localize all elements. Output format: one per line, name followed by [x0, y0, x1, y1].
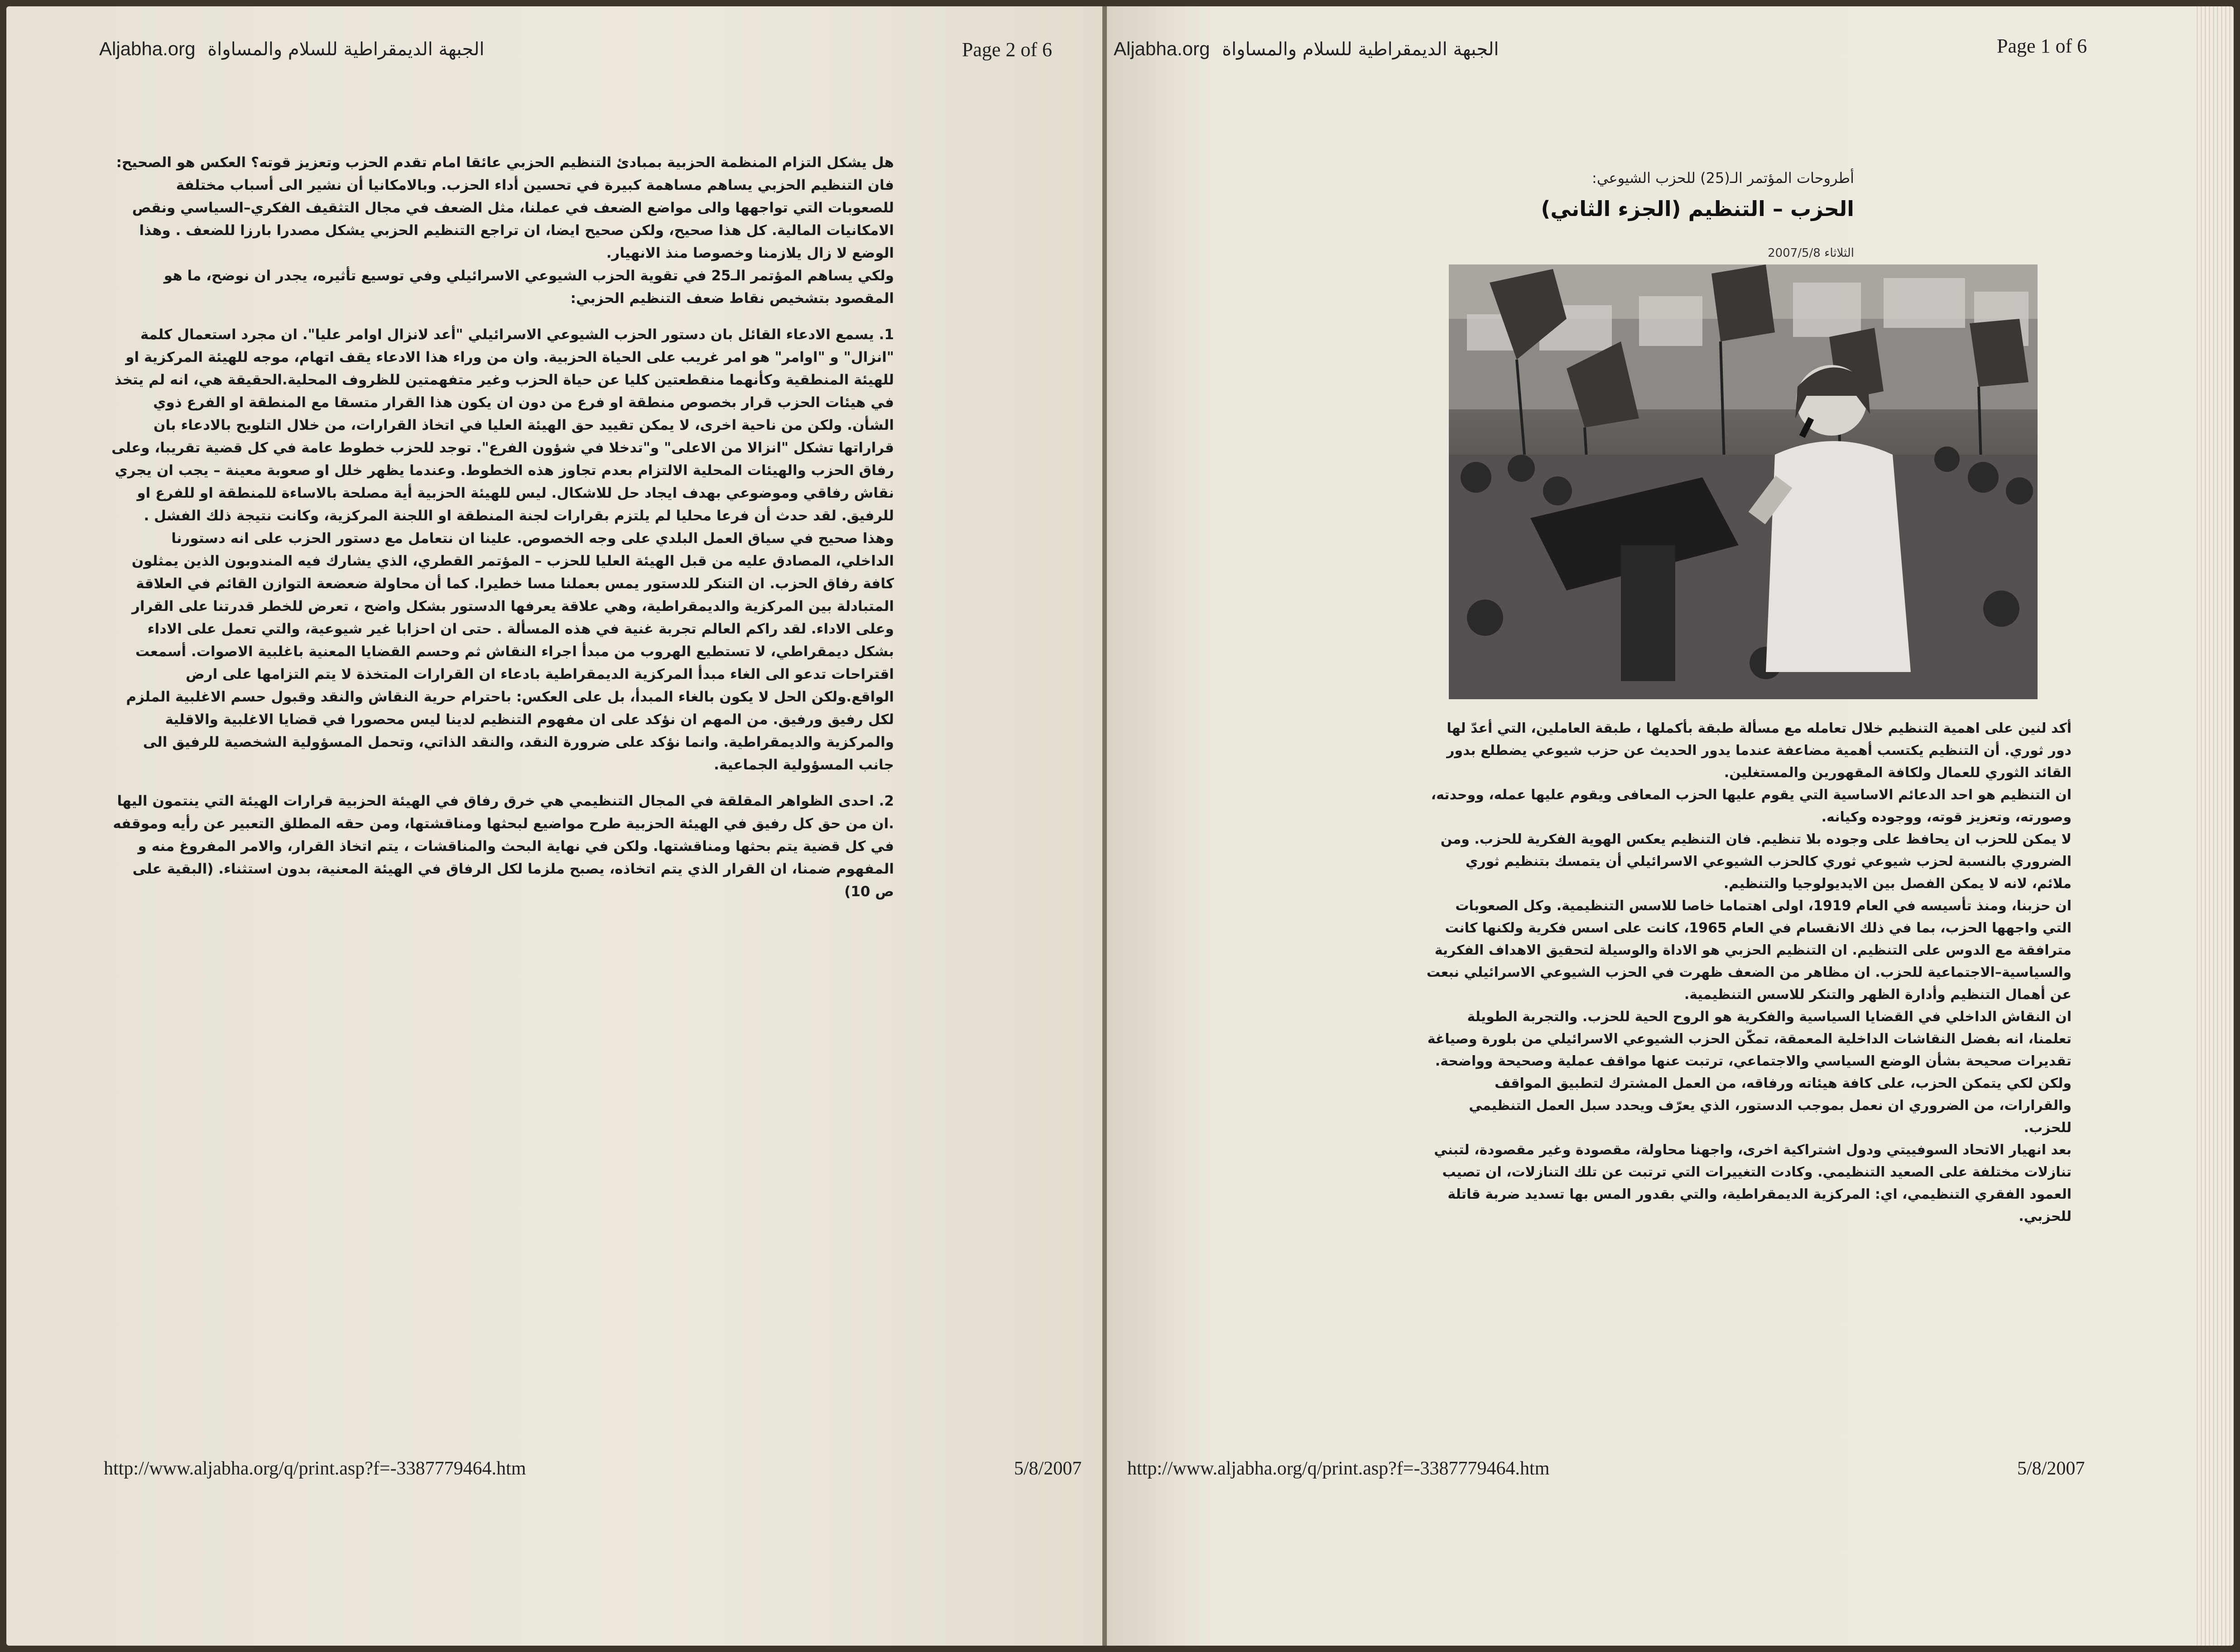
page-edges — [2194, 6, 2234, 1646]
right-paragraph: ان حزبنا، ومنذ تأسيسه في العام 1919، اولى اهتماما خاصا للاسس التنظيمية. وكل الصعوبات التي واجهها الحزب، بما في ذلك الانقسام في العام 1965، كانت على اسس فكرية ولكنها كانت مترافقة مع الدوس على التنظيم. ان التنظيم الحزبي هو الاداة والوسيلة لتحقيق الاهداف الفكرية والسياسية–الاجتماعية للحزب. ان مظاهر من الضعف ظهرت في الحزب الشيوعي الاسرائيلي نبعت عن أهمال التنظيم وأدارة الظهر والتنكر للاسس التنظيمية. — [1426, 898, 2072, 1003]
right-paragraph: لا يمكن للحزب ان يحافظ على وجوده بلا تنظيم. فان التنظيم يعكس الهوية الفكرية للحزب. ومن الضروري بالنسبة لحزب شيوعي ثوري كالحزب الشيوعي الاسرائيلي أن يتمسك بتنظيم ثوري ملائم، لانه لا يمكن الفصل بين الايديولوجيا والتنظيم. — [1440, 831, 2072, 892]
binding-gutter — [1102, 6, 1107, 1646]
right-footer-date: 5/8/2007 — [2017, 1458, 2085, 1479]
right-body-column — [1424, 717, 2072, 1228]
right-footer-url: http://www.aljabha.org/q/print.asp?f=-3387779464.htm — [1127, 1458, 1550, 1479]
photo-illustration — [1449, 264, 2038, 699]
article-title: الحزب – التنظيم (الجزء الثاني) — [1541, 197, 1854, 221]
left-paragraph: 1. يسمع الادعاء القائل بان دستور الحزب الشيوعي الاسرائيلي "أعد لانزال اوامر عليا". ان مجرد استعمال كلمة "انزال" و "اوامر" هو امر غريب على الحياة الحزبية. وان من وراء هذا الادعاء يقف اتهام، موجه للهيئة المركزية او للهيئة المنطقية وكأنهما منقطعتين كليا عن حياة الحزب وغير متفهمتين للظروف المحلية.الحقيقة هي، انه لم يتخذ في هيئات الحزب قرار بخصوص منطقة او فرع من دون ان يكون هذا القرار متسقا مع المنطقة او الفرع ذوي الشأن. ولكن من ناحية اخرى، لا يمكن تقييد حق الهيئة العليا في اتخاذ القرارات، من خلال التلويح بالادعاء بان قراراتها تشكل "انزالا من الاعلى" و"تدخلا في شؤون الفرع". توجد للحزب خطوط عامة في كل قضية تقريبا، وعلى رفاق الحزب والهيئات المحلية الالتزام بعدم تجاوز هذه الخطوط. وعندما يظهر خلل او صعوبة معينة – يجب ان يجري نقاش رفاقي وموضوعي بهدف ايجاد حل للاشكال. ليس للهيئة الحزبية أية مصلحة بالاساءة للمنطقة او للفرع او للرفيق. لقد حدث أن فرعا محليا لم يلتزم بقرارات لجنة المنطقة او اللجنة المركزية، وكانت نتيجة ذلك الفشل . وهذا صحيح في سياق العمل البلدي على وجه الخصوص. علينا ان نتعامل مع دستور الحزب على انه دستورنا الداخلي، المصادق عليه من قبل الهيئة العليا للحزب – المؤتمر القطري، الذي يشارك فيه المندوبون الذين يمثلون كافة رفاق الحزب. ان التنكر للدستور يمس بعملنا مسا خطيرا. كما أن محاولة ضعضعة التوازن القائم في العلاقة المتبادلة بين المركزية والديمقراطية، وهي علاقة يعرفها الدستور بشكل واضح ، تعرض للخطر قدرتنا على القرار وعلى الاداء. لقد راكم العالم تجربة غنية في هذه المسألة . حتى ان احزابا غير شيوعية، والتي تعمل على الاداء بشكل ديمقراطي، لا تستطيع الهروب من مبدأ اجراء النقاش ثم وحسم القضايا المعنية باغلبية الاصوات. أسمعت اقتراحات تدعو الى الغاء مبدأ المركزية الديمقراطية بادعاء ان القرارات المتخذة لا يتم التزامها على ارض الواقع.ولكن الحل لا يكون بالغاء المبدأ، بل على العكس: باحترام حرية النقاش والنقد وقبول حسم الاغلبية الملزم لكل رفيق ورفيق. من المهم ان نؤكد على ان مفهوم التنظيم لدينا ليس محصورا في قضايا الاغلبية والاقلية والمركزية والديمقراطية. وانما نؤكد على ضرورة النقد، والنقد الذاتي، وتحمل المسؤولية الشخصية للرفيق الى جانب المسؤولية الجماعية. — [111, 327, 894, 773]
right-header-org: الجبهة الديمقراطية للسلام والمساواة — [1222, 39, 1499, 60]
right-paragraph: ان التنظيم هو احد الدعائم الاساسية التي يقوم عليها الحزب المعافى ويقوم عليها عمله، ووحدته، وصورته، وتعزيز قوته، ووجوده وكيانه. — [1431, 787, 2072, 825]
left-body-column — [111, 151, 894, 903]
left-page — [6, 6, 1102, 1646]
left-paragraph: هل يشكل التزام المنظمة الحزبية بمبادئ التنظيم الحزبي عائقا امام تقدم الحزب وتعزيز قوته؟ العكس هو الصحيح: فان التنظيم الحزبي يساهم مساهمة كبيرة في تحسين أداء الحزب. وبالامكانيا أن نشير الى أسباب مختلفة للصعوبات التي تواجهها والى مواضع الضعف في عملنا، مثل الضعف في مجال التثقيف الفكري–السياسي ونقص الامكانيات المالية. كل هذا صحيح، ولكن صحيح ايضا، ان تراجع التنظيم الحزبي يشكل مصدرا بارزا للضعف . وهذا الوضع لا زال يلازمنا وخصوصا منذ الانهيار. — [116, 154, 894, 261]
right-paragraph: بعد انهيار الاتحاد السوفييتي ودول اشتراكية اخرى، واجهنا محاولة، مقصودة وغير مقصودة، لتبني تنازلات مختلفة على الصعيد التنظيمي. وكادت التغييرات التي ترتبت عن تلك التنازلات، ان تصيب العمود الفقري التنظيمي، اي: المركزية الديمقراطية، والتي بقدور المس بها تسديد ضربة قاتلة للحزبي. — [1434, 1142, 2072, 1225]
left-paragraph: 2. احدى الظواهر المقلقة في المجال التنظيمي هي خرق رفاق في الهيئة الحزبية قرارات الهيئة التي ينتمون اليها .ان من حق كل رفيق في الهيئة الحزبية طرح مواضيع لبحثها ومناقشتها، ومن حقه المطلق التعبير عن رأيه وموقفه في كل قضية يتم بحثها ومناقشتها. ولكن في نهاية البحث والمناقشات ، يتم اتخاذ القرار، والامر المفروغ منه و المفهوم ضمنا، ان القرار الذي يتم اتخاذه، يصبح ملزما لكل الرفاق في الهيئة المعنية، بدون استثناء. (البقية على ص 10) — [113, 793, 894, 900]
left-page-number: Page 2 of 6 — [962, 38, 1053, 61]
document-spread — [6, 6, 2234, 1646]
right-header — [1114, 38, 1499, 60]
right-header-site: Aljabha.org — [1114, 38, 1210, 59]
left-paragraph: ولكي يساهم المؤتمر الـ25 في تقوية الحزب الشيوعي الاسرائيلي وفي توسيع تأثيره، يجدر ان نوضح، ما هو المقصود بتشخيص نقاط ضعف التنظيم الحزبي: — [163, 268, 894, 307]
left-header-site: Aljabha.org — [99, 38, 196, 59]
article-date: الثلاثاء 2007/5/8 — [1768, 246, 1854, 260]
right-paragraph: ان النقاش الداخلي في القضايا السياسية والفكرية هو الروح الحية للحزب. والتجربة الطويلة تعلمنا، انه بفضل النقاشات الداخلية المعمقة، تمكّن الحزب الشيوعي الاسرائيلي من بلورة وصياغة تقديرات صحيحة بشأن الوضع السياسي والاجتماعي، ترتبت عنها مواقف عملية وصحيحة وواضحة. ولكن لكي يتمكن الحزب، على كافة هيئاته ورفاقه، من العمل المشترك لتطبيق المواقف والقرارات، من الضروري ان نعمل بموجب الدستور، الذي يعرّف ويحدد سبل العمل التنظيمي للحزب. — [1427, 1009, 2072, 1136]
left-header — [99, 38, 485, 60]
right-paragraph: أكد لنين على اهمية التنظيم خلال تعامله مع مسألة طبقة بأكملها ، طبقة العاملين، التي أعدّ لها دور ثوري. أن التنظيم يكتسب أهمية مضاعفة عندما يدور الحديث عن حزب شيوعي يضطلع بدور القائد الثوري للعمال ولكافة المقهورين والمستغلين. — [1447, 720, 2072, 781]
left-footer-date: 5/8/2007 — [1014, 1458, 1082, 1479]
left-footer-url: http://www.aljabha.org/q/print.asp?f=-3387779464.htm — [104, 1458, 526, 1479]
right-page-number: Page 1 of 6 — [1997, 35, 2087, 57]
photo-image — [1449, 264, 2038, 699]
left-header-org: الجبهة الديمقراطية للسلام والمساواة — [207, 39, 485, 60]
article-pretitle: أطروحات المؤتمر الـ(25) للحزب الشيوعي: — [1592, 169, 1854, 187]
